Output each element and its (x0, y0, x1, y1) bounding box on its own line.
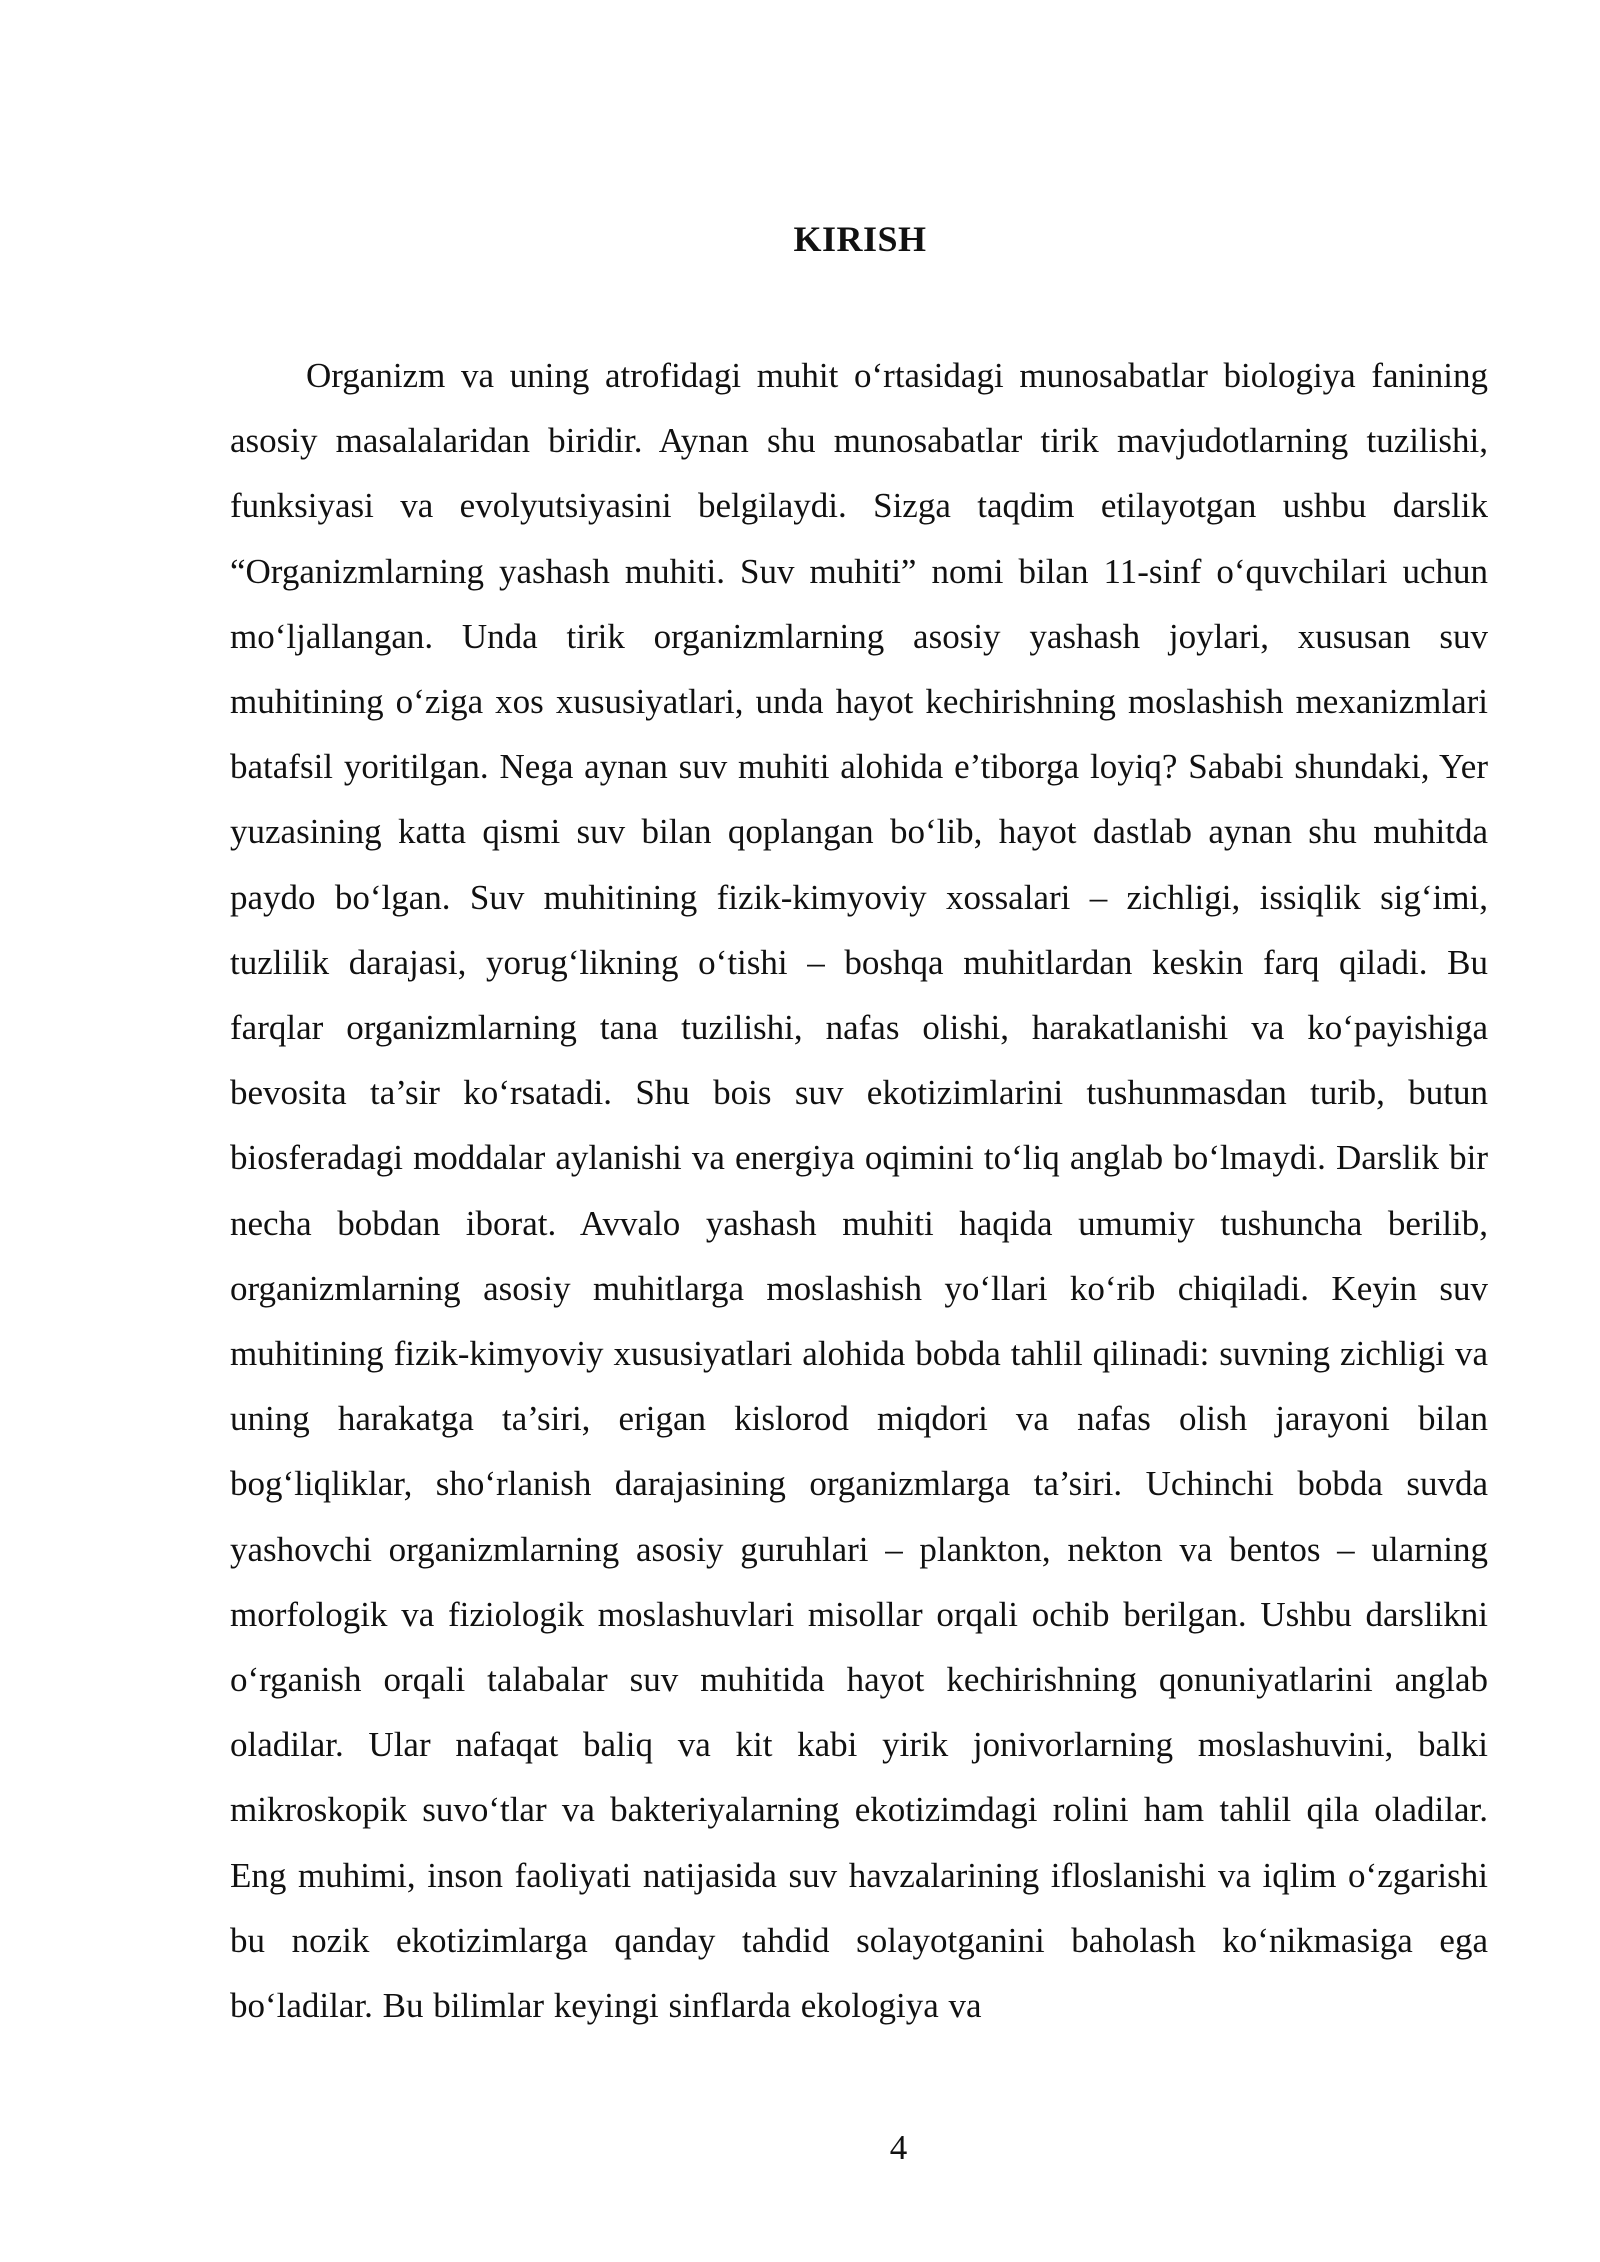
page-heading: KIRISH (793, 219, 927, 259)
body-paragraph: Organizm va uning atrofidagi muhit o‘rtasidagi munosabatlar biologiya fanining asosiy masalalaridan biridir. Aynan shu munosabatlar tirik mavjudotlarning tuzilishi, funksiyasi va evolyutsiyasini belgilaydi. Sizga taqdim etilayotgan ushbu darslik “Organizmlarning yashash muhiti. Suv muhiti” nomi bilan 11-sinf o‘quvchilari uchun mo‘ljallangan. Unda tirik organizmlarning asosiy yashash joylari, xususan suv muhitining o‘ziga xos xususiyatlari, unda hayot kechirishning moslashish mexanizmlari batafsil yoritilgan. Nega aynan suv muhiti alohida e’tiborga loyiq? Sababi shundaki, Yer yuzasining katta qismi suv bilan qoplangan bo‘lib, hayot dastlab aynan shu muhitda paydo bo‘lgan. Suv muhitining fizik-kimyoviy xossalari – zichligi, issiqlik sig‘imi, tuzlilik darajasi, yorug‘likning o‘tishi – boshqa muhitlardan keskin farq qiladi. Bu farqlar organizmlarning tana tuzilishi, nafas olishi, harakatlanishi va ko‘payishiga bevosita ta’sir ko‘rsatadi. Shu bois suv ekotizimlarini tushunmasdan turib, butun biosferadagi moddalar aylanishi va energiya oqimini to‘liq anglab bo‘lmaydi. Darslik bir necha bobdan iborat. Avvalo yashash muhiti haqida umumiy tushuncha berilib, organizmlarning asosiy muhitlarga moslashish yo‘llari ko‘rib chiqiladi. Keyin suv muhitining fizik-kimyoviy xususiyatlari alohida bobda tahlil qilinadi: suvning zichligi va uning harakatga ta’siri, erigan kislorod miqdori va nafas olish jarayoni bilan bog‘liqliklar, sho‘rlanish darajasining organizmlarga ta’siri. Uchinchi bobda suvda yashovchi organizmlarning asosiy guruhlari – plankton, nekton va bentos – ularning morfologik va fiziologik moslashuvlari misollar orqali ochib berilgan. Ushbu darslikni o‘rganish orqali talabalar suv muhitida hayot kechirishning qonuniyatlarini anglab oladilar. Ular nafaqat baliq va kit kabi yirik jonivorlarning moslashuvini, balki mikroskopik suvo‘tlar va bakteriyalarning ekotizimdagi rolini ham tahlil qila oladilar. Eng muhimi, inson faoliyati natijasida suv havzalarining ifloslanishi va iqlim o‘zgarishi bu nozik ekotizimlarga qanday tahdid solayotganini baholash ko‘nikmasiga ega bo‘ladilar. Bu bilimlar keyingi sinflarda ekologiya va (230, 356, 1488, 2026)
page-number: 4 (889, 2128, 908, 2167)
